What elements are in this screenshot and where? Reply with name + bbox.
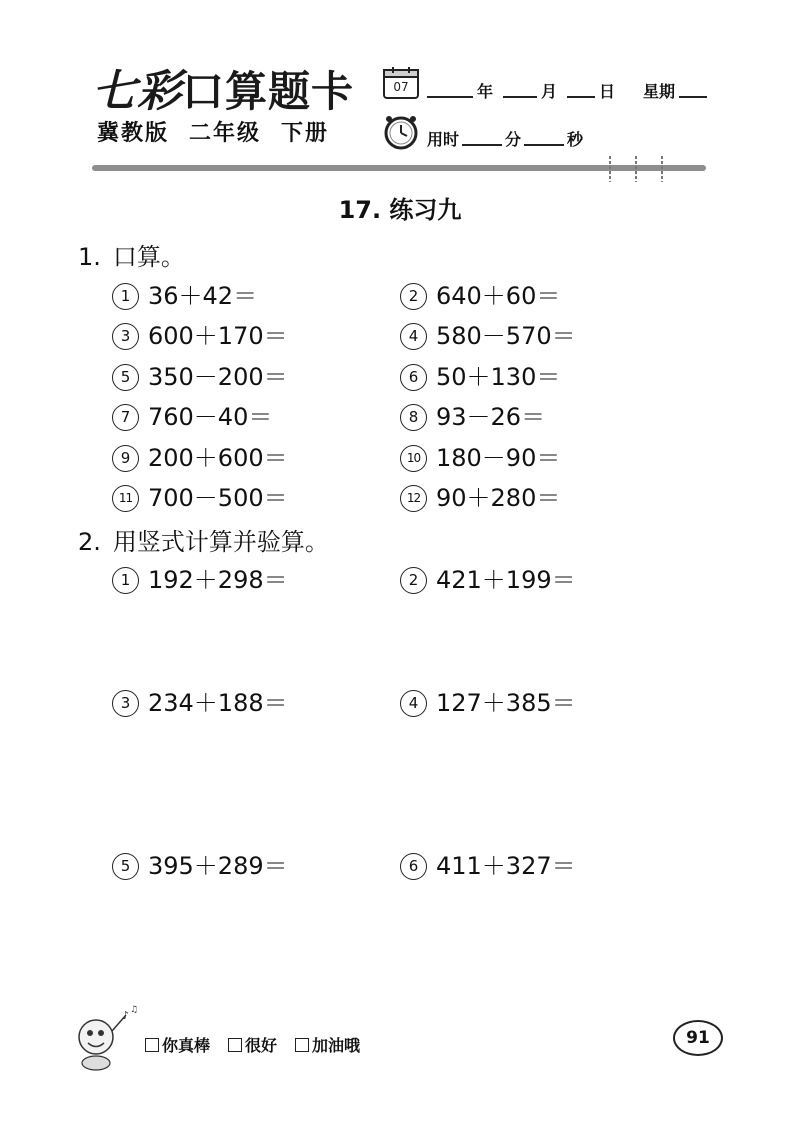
item-marker: 7 <box>112 404 139 431</box>
expression: 760－40＝ <box>148 403 273 431</box>
expression: 192＋298＝ <box>148 566 288 594</box>
expression: 600＋170＝ <box>148 322 288 350</box>
edition: 冀教版 <box>97 121 170 146</box>
brand-logo <box>92 66 354 118</box>
section-2-title: 用竖式计算并验算。 <box>112 528 329 556</box>
rating-checkbox[interactable] <box>145 1038 159 1052</box>
clock-icon <box>382 112 420 150</box>
oral-item-5 <box>112 361 288 393</box>
expression: 580－570＝ <box>436 322 576 350</box>
brand-name: 口算题卡 <box>182 67 355 116</box>
lesson-title: 17. 练习九 <box>338 196 462 224</box>
vertical-item-3 <box>112 687 288 719</box>
volume: 下册 <box>281 121 330 146</box>
item-marker: 6 <box>400 853 427 880</box>
rating-label: 很好 <box>245 1036 278 1055</box>
section-2-number: 2. <box>78 528 101 556</box>
vertical-item-5 <box>112 850 288 882</box>
oral-item-8 <box>400 401 545 433</box>
expression: 127＋385＝ <box>436 689 576 717</box>
item-marker: 11 <box>112 485 139 512</box>
rating-checkbox[interactable] <box>228 1038 242 1052</box>
month-blank[interactable] <box>503 96 537 98</box>
self-rating <box>145 1033 360 1056</box>
year-blank[interactable] <box>427 96 473 98</box>
rating-label: 你真棒 <box>162 1036 211 1055</box>
seconds-blank[interactable] <box>524 144 564 146</box>
expression: 180－90＝ <box>436 444 561 472</box>
time-used-label: 用时 <box>427 130 460 149</box>
expression: 200＋600＝ <box>148 444 288 472</box>
calendar-icon <box>382 66 420 100</box>
vertical-item-2 <box>400 564 576 596</box>
item-marker: 9 <box>112 445 139 472</box>
date-fields <box>427 76 707 102</box>
item-marker: 2 <box>400 283 427 310</box>
vertical-item-4 <box>400 687 576 719</box>
item-marker: 2 <box>400 567 427 594</box>
mascot-icon <box>70 1003 138 1073</box>
section-1-heading <box>78 241 185 273</box>
divider-bead <box>658 156 666 182</box>
oral-item-11 <box>112 482 288 514</box>
expression: 640＋60＝ <box>436 282 561 310</box>
item-marker: 10 <box>400 445 427 472</box>
oral-item-4 <box>400 320 576 352</box>
oral-item-7 <box>112 401 272 433</box>
item-marker: 1 <box>112 283 139 310</box>
section-1-title: 口算。 <box>112 243 185 271</box>
item-marker: 3 <box>112 690 139 717</box>
section-2-heading <box>78 526 329 558</box>
calendar-day: 07 <box>393 80 409 94</box>
rating-option-3[interactable] <box>295 1033 360 1056</box>
weekday-label: 星期 <box>643 82 676 101</box>
expression: 700－500＝ <box>148 484 288 512</box>
item-marker: 5 <box>112 364 139 391</box>
item-marker: 5 <box>112 853 139 880</box>
year-label: 年 <box>477 82 494 101</box>
divider-bead <box>632 156 640 182</box>
oral-item-9 <box>112 442 288 474</box>
day-label: 日 <box>599 82 616 101</box>
expression: 93－26＝ <box>436 403 546 431</box>
expression: 234＋188＝ <box>148 689 288 717</box>
brand-char-1: 七 <box>92 66 137 117</box>
brand-char-2: 彩 <box>137 66 182 117</box>
minutes-label: 分 <box>505 130 522 149</box>
day-blank[interactable] <box>567 96 595 98</box>
oral-item-12 <box>400 482 560 514</box>
item-marker: 8 <box>400 404 427 431</box>
seconds-label: 秒 <box>567 130 584 149</box>
rating-option-2[interactable] <box>228 1033 277 1056</box>
book-info <box>97 119 349 149</box>
expression: 421＋199＝ <box>436 566 576 594</box>
oral-item-10 <box>400 442 560 474</box>
expression: 395＋289＝ <box>148 852 288 880</box>
section-1-number: 1. <box>78 243 101 271</box>
rating-option-1[interactable] <box>145 1033 210 1056</box>
page-number: 91 <box>673 1020 723 1056</box>
expression: 36＋42＝ <box>148 282 258 310</box>
item-marker: 6 <box>400 364 427 391</box>
divider-bead <box>606 156 614 182</box>
svg-text:♫: ♫ <box>130 1005 138 1015</box>
rating-checkbox[interactable] <box>295 1038 309 1052</box>
item-marker: 3 <box>112 323 139 350</box>
time-fields <box>427 124 583 150</box>
expression: 90＋280＝ <box>436 484 561 512</box>
item-marker: 12 <box>400 485 427 512</box>
minutes-blank[interactable] <box>462 144 502 146</box>
svg-text:♪: ♪ <box>122 1009 130 1022</box>
month-label: 月 <box>541 82 558 101</box>
item-marker: 4 <box>400 323 427 350</box>
rating-label: 加油哦 <box>312 1036 361 1055</box>
item-marker: 4 <box>400 690 427 717</box>
oral-item-2 <box>400 280 560 312</box>
vertical-item-1 <box>112 564 288 596</box>
oral-item-3 <box>112 320 288 352</box>
oral-item-1 <box>112 280 257 312</box>
vertical-item-6 <box>400 850 576 882</box>
oral-item-6 <box>400 361 560 393</box>
grade: 二年级 <box>189 121 262 146</box>
expression: 50＋130＝ <box>436 363 561 391</box>
expression: 350－200＝ <box>148 363 288 391</box>
expression: 411＋327＝ <box>436 852 576 880</box>
item-marker: 1 <box>112 567 139 594</box>
weekday-blank[interactable] <box>679 96 707 98</box>
